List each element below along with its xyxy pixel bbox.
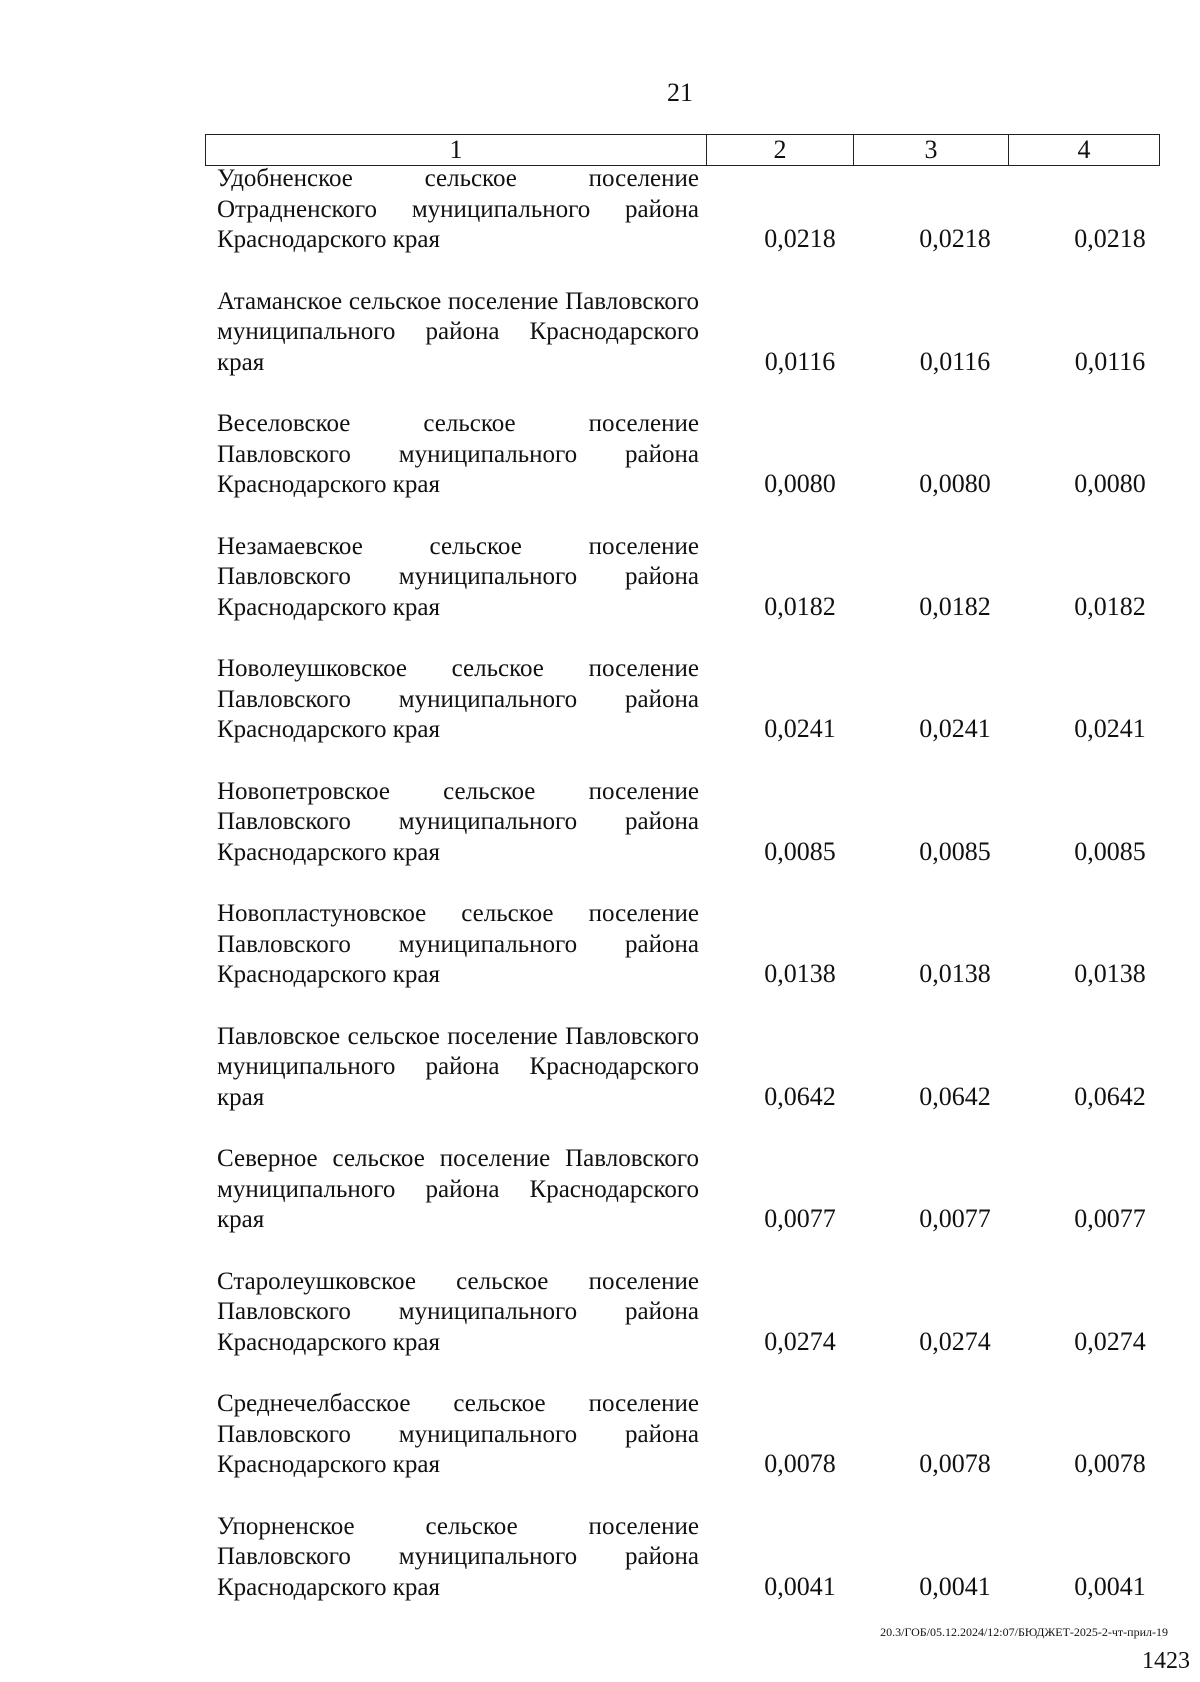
table-row [205,1140,1160,1263]
column-header-3: 3 [854,135,1009,165]
table-row [205,283,1160,406]
value-col3: 0,0138 [919,959,991,988]
value-col4: 0,0077 [1074,1204,1146,1233]
settlement-name: Новопластуновское сельское поселение Павловского муниципального района Краснодарского края [217,900,699,988]
value-col3: 0,0182 [919,591,991,621]
value-col3: 0,0218 [919,224,991,253]
page-number: 21 [667,78,693,107]
value-col3: 0,0085 [919,836,991,866]
document-code: 20.3/ГОБ/05.12.2024/12:07/БЮДЖЕТ-2025-2-чт-прил-19 [880,1625,1168,1639]
value-col3: 0,0041 [919,1571,991,1601]
value-col2: 0,0041 [764,1571,836,1601]
sheet-number: 1423 [1142,1648,1190,1674]
table-row [205,773,1160,896]
value-col4: 0,0182 [1074,591,1146,621]
table-row [205,1508,1160,1631]
settlement-name: Павловское сельское поселение Павловского муниципального района Краснодарского края [217,1022,699,1111]
table-row [205,405,1160,528]
column-header-4: 4 [1077,135,1091,164]
table-row [205,160,1160,283]
value-col4: 0,0241 [1074,714,1146,743]
value-col2: 0,0218 [764,224,836,253]
value-col3: 0,0077 [919,1204,991,1233]
value-col2: 0,0116 [764,346,836,376]
value-col3: 0,0078 [919,1449,991,1478]
value-col2: 0,0642 [764,1081,836,1111]
value-col4: 0,0642 [1074,1081,1146,1111]
value-col4: 0,0080 [1074,469,1146,498]
column-header-2: 2 [707,135,854,165]
value-col2: 0,0085 [764,836,836,866]
value-col2: 0,0182 [764,591,836,621]
column-header-1: 1 [206,135,707,165]
value-col4: 0,0218 [1074,224,1146,253]
settlement-name: Старолеушковское сельское поселение Павловского муниципального района Краснодарского края [217,1267,699,1356]
value-col3: 0,0642 [919,1081,991,1111]
value-col4: 0,0116 [1074,346,1146,376]
value-col2: 0,0241 [764,714,836,743]
value-col2: 0,0078 [764,1449,836,1478]
table-row [205,650,1160,773]
settlement-name: Северное сельское поселение Павловского муниципального района Краснодарского края [217,1145,699,1233]
value-col3: 0,0241 [919,714,991,743]
settlement-name: Удобненское сельское поселение Отрадненского муниципального района Краснодарского края [217,165,699,253]
settlement-name: Новопетровское сельское поселение Павловского муниципального района Краснодарского края [217,777,699,866]
settlement-name: Атаманское сельское поселение Павловского муниципального района Краснодарского края [217,287,699,376]
value-col2: 0,0274 [764,1326,836,1356]
value-col4: 0,0138 [1074,959,1146,988]
table-row [205,528,1160,651]
settlement-name: Упорненское сельское поселение Павловского муниципального района Краснодарского края [217,1512,699,1601]
value-col2: 0,0080 [764,469,836,498]
table-row [205,895,1160,1018]
table-row [205,1385,1160,1508]
value-col4: 0,0078 [1074,1449,1146,1478]
table-body [205,160,1160,1630]
value-col3: 0,0116 [919,346,991,376]
table-row [205,1263,1160,1386]
value-col2: 0,0138 [764,959,836,988]
value-col2: 0,0077 [764,1204,836,1233]
value-col4: 0,0274 [1074,1326,1146,1356]
settlement-name: Веселовское сельское поселение Павловского муниципального района Краснодарского края [217,410,699,498]
value-col4: 0,0085 [1074,836,1146,866]
value-col4: 0,0041 [1074,1571,1146,1601]
table-row [205,1018,1160,1141]
settlement-name: Незамаевское сельское поселение Павловского муниципального района Краснодарского края [217,532,699,621]
settlement-name: Новолеушковское сельское поселение Павловского муниципального района Краснодарского края [217,655,699,743]
value-col3: 0,0080 [919,469,991,498]
settlement-name: Среднечелбасское сельское поселение Павловского муниципального района Краснодарского края [217,1390,699,1478]
value-col3: 0,0274 [919,1326,991,1356]
